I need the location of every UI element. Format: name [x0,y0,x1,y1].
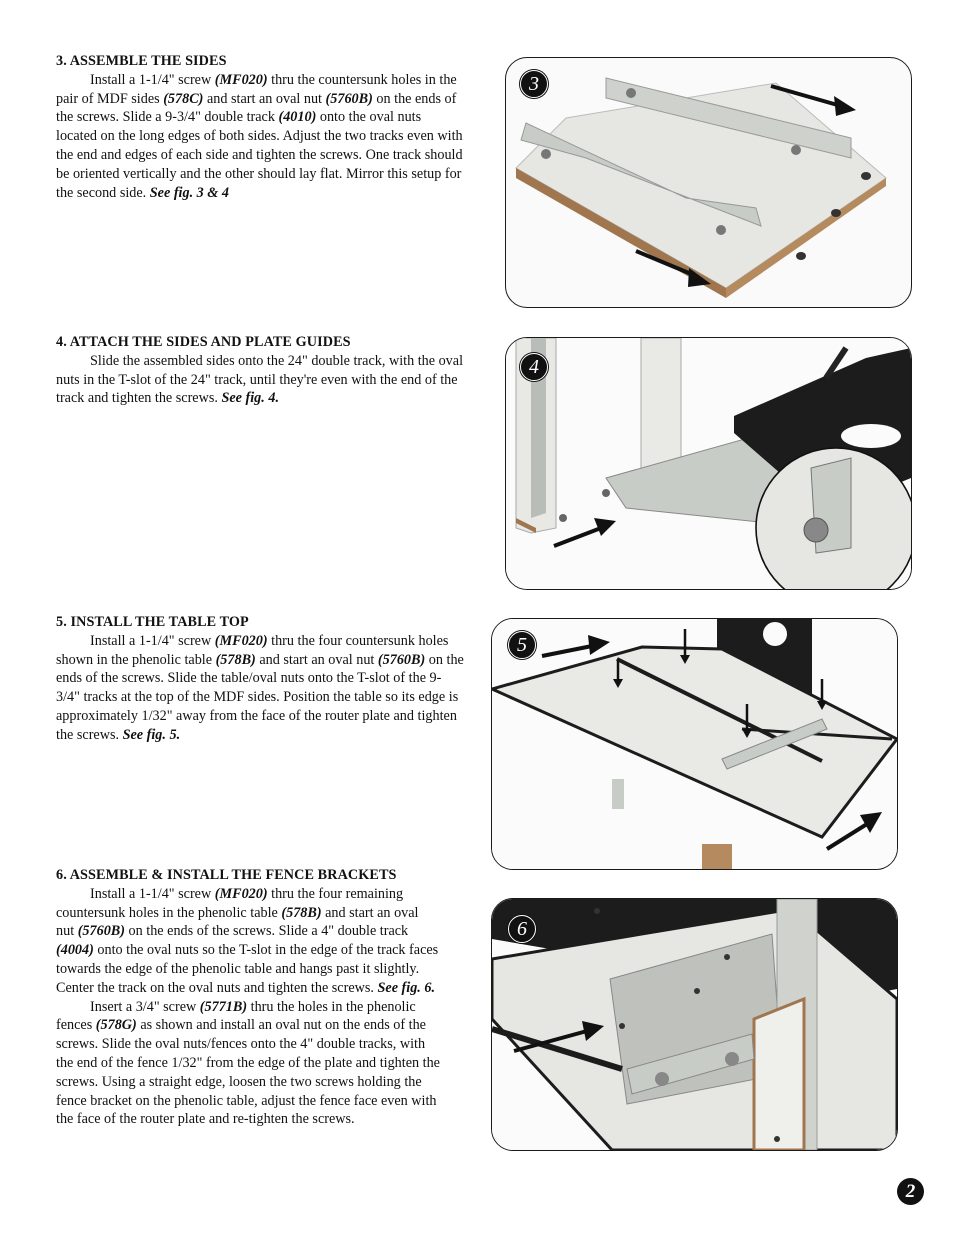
section-attach-sides [56,333,464,408]
figure-4-illustration [506,338,911,589]
figure-number-badge: 5 [508,631,536,659]
figure-number-badge: 3 [520,70,548,98]
section-heading: 6. ASSEMBLE & INSTALL THE FENCE BRACKETS [56,867,397,883]
section-body [56,632,464,745]
section-body [56,352,464,408]
body-text: thru the four countersunk holes shown in the phenolic table [56,632,449,668]
body-text: and start an oval nut [255,651,378,668]
figure-number-badge: 6 [508,915,536,943]
section-body [56,71,464,203]
part-reference: (578B) [281,904,322,921]
figure-6-illustration [492,899,897,1150]
part-reference: (578C) [163,90,204,107]
body-text: Install a 1-1/4" screw [90,632,215,649]
part-reference: See fig. 5. [122,726,181,743]
section-heading: 4. ATTACH THE SIDES AND PLATE GUIDES [56,334,351,350]
part-reference: (5760B) [377,651,426,668]
figure-4 [505,337,912,590]
body-text: Slide the assembled sides onto the 24" double track, with the oval nuts in the T-slot of the 24" track, until they're even with the end of the track and tighten the screws. [56,352,464,407]
section-body [56,998,440,1130]
body-text: on the ends of the screws. Slide the table/oval nuts onto the T-slot of the 9-3/4" tracks at the top of the MDF sides. Position the table so its edge is approximately 1/32" away from the face of the router plate and tighten the screws. [56,651,464,743]
page-number-badge: 2 [897,1178,924,1205]
part-reference: See fig. 3 & 4 [149,184,229,201]
part-reference: (MF020) [214,885,268,902]
part-reference: (MF020) [214,71,268,88]
section-body [56,885,440,998]
part-reference: (5760B) [77,923,125,940]
body-text: on the ends of the screws. Slide a 4" double track [124,923,409,940]
figure-5 [491,618,898,870]
body-text: as shown and install an oval nut on the ends of the screws. Slide the oval nuts/fences onto the 4" double tracks, with the end of the fence 1/32" from the edge of the plate and tighten the screws. Using a straight edge, loosen the two screws holding the fence bracket on the phenolic table, adjust the fence face even with the face of the router plate and re-tighten the screws. [56,1017,440,1128]
part-reference: (5760B) [325,90,373,107]
body-text: and start an oval nut [203,90,326,107]
figure-3 [505,57,912,308]
body-text: onto the oval nuts located on the long edges of both sides. Adjust the two tracks even with the end and edges of each side and tighten the screws. One track should be oriented vertically and the other should lay flat. Mirror this setup for the second side. [56,109,463,201]
section-heading: 5. INSTALL THE TABLE TOP [56,614,249,630]
part-reference: (5771B) [199,998,248,1015]
body-text: thru the countersunk holes in the pair of MDF sides [56,71,457,107]
part-reference: See fig. 4. [221,390,279,407]
figure-5-illustration [492,619,897,869]
body-text: and start an oval nut [56,904,419,940]
body-text: onto the oval nuts so the T-slot in the edge of the track faces towards the edge of the phenolic table and hangs past it slightly. Center the track on the oval nuts and tighten the screws. [56,942,439,996]
body-text: thru the holes in the phenolic fences [56,998,416,1034]
body-text: Insert a 3/4" screw [90,998,200,1015]
body-text: Install a 1-1/4" screw [90,885,215,902]
part-reference: (4010) [278,109,317,126]
figure-6 [491,898,898,1151]
section-install-table-top [56,613,464,745]
body-text: on the ends of the screws. Slide a 9-3/4" double track [56,90,457,126]
figure-3-illustration [506,58,911,307]
part-reference: (578G) [95,1017,137,1034]
section-fence-brackets [56,866,440,1129]
figure-number-badge: 4 [520,353,548,381]
part-reference: (MF020) [214,632,268,649]
section-assemble-sides [56,52,464,202]
part-reference: (578B) [215,651,256,668]
part-reference: See fig. 6. [377,979,436,996]
section-heading: 3. ASSEMBLE THE SIDES [56,53,227,69]
body-text: Install a 1-1/4" screw [90,71,215,88]
body-text: thru the four remaining countersunk holes in the phenolic table [56,885,404,921]
part-reference: (4004) [56,942,94,959]
